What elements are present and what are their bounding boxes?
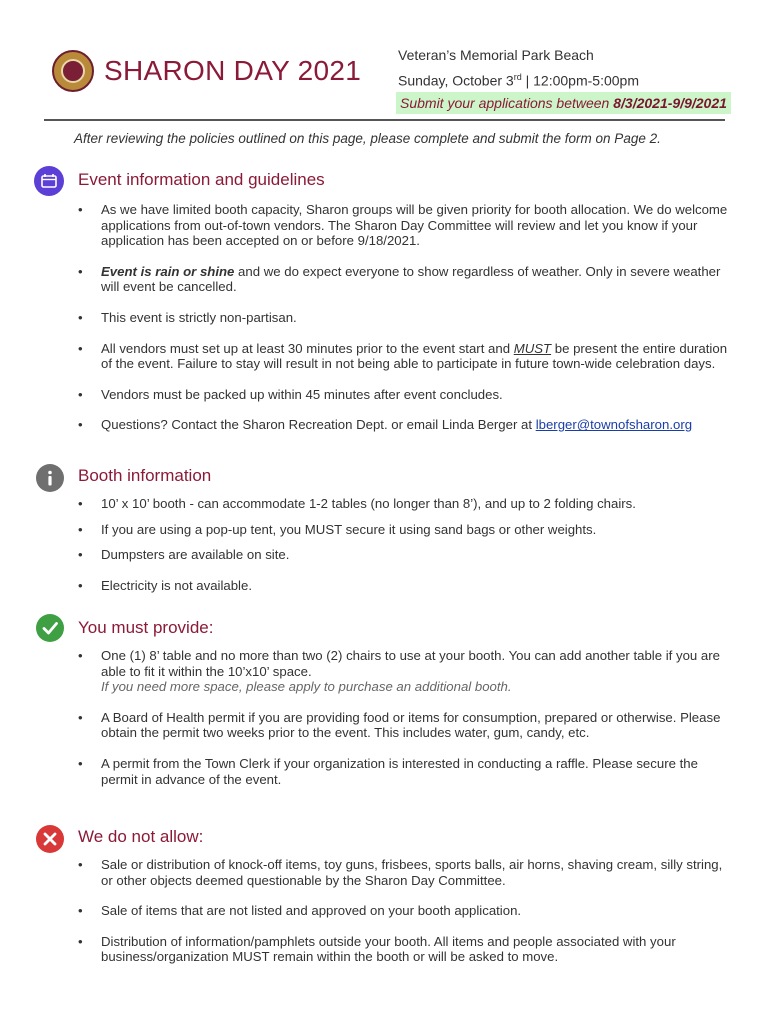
- list-item: • A permit from the Town Clerk if your organization is interested in conducting a raffle. Please secure the permit in advance of the event.: [78, 756, 734, 787]
- list-item: • As we have limited booth capacity, Sharon groups will be given priority for booth allocation. We do welcome applications from out-of-town vendors. The Sharon Day Committee will review and let you know if your application has been accepted on or before 9/18/2021.: [78, 202, 734, 249]
- list-item: • All vendors must set up at least 30 minutes prior to the event start and MUST be present the entire duration of the event. Failure to stay will result in not being able to participate in future town-wide celebration days.: [78, 341, 734, 372]
- list-item: • This event is strictly non-partisan.: [78, 310, 734, 326]
- list-item: • Questions? Contact the Sharon Recreation Dept. or email Linda Berger at lberger@townofsharon.org: [78, 417, 734, 433]
- page-header: [0, 0, 770, 120]
- cross-icon: [36, 825, 64, 853]
- list-item: • Electricity is not available.: [78, 578, 734, 594]
- list-item: • 10’ x 10’ booth - can accommodate 1-2 tables (no longer than 8’), and up to 2 folding chairs.: [78, 496, 734, 512]
- list-item: • A Board of Health permit if you are providing food or items for consumption, prepared or otherwise. Please obtain the permit two weeks prior to the event. This includes water, gum, candy, etc.: [78, 710, 734, 741]
- list-item: • Dumpsters are available on site.: [78, 547, 734, 563]
- section-title-disallow: We do not allow:: [78, 827, 204, 846]
- list-item: • Sale or distribution of knock-off items, toy guns, frisbees, sports balls, air horns, shaving cream, silly string, or other objects deemed questionable by the Sharon Day Committee.: [78, 857, 734, 888]
- provide-list: [78, 648, 734, 787]
- event-details: [398, 44, 731, 114]
- list-item: • If you are using a pop-up tent, you MUST secure it using sand bags or other weights.: [78, 522, 734, 538]
- header-divider: [44, 119, 725, 121]
- disallow-list: [78, 857, 734, 965]
- section-title-booth: Booth information: [78, 466, 212, 485]
- list-item: • Sale of items that are not listed and approved on your booth application.: [78, 903, 734, 919]
- check-icon: [36, 614, 64, 642]
- event-guidelines-list: [78, 202, 734, 433]
- submission-window: Submit your applications between 8/3/2021-9/9/2021: [396, 92, 731, 114]
- section-title-provide: You must provide:: [78, 618, 214, 637]
- list-item: • One (1) 8’ table and no more than two (2) chairs to use at your booth. You can add another table if you are able to fit it within the 10’x10’ space. If you need more space, please apply to purchase an additional booth.: [78, 648, 734, 695]
- list-item: • Event is rain or shine and we do expect everyone to show regardless of weather. Only in severe weather will event be cancelled.: [78, 264, 734, 295]
- event-venue: Veteran’s Memorial Park Beach: [398, 47, 594, 63]
- instructions-note: After reviewing the policies outlined on this page, please complete and submit the form on Page 2.: [74, 131, 661, 146]
- contact-email-link[interactable]: lberger@townofsharon.org: [535, 417, 693, 433]
- additional-booth-note: If you need more space, please apply to purchase an additional booth.: [101, 679, 512, 695]
- event-date: Sunday, October 3rd | 12:00pm-5:00pm: [398, 72, 639, 89]
- section-title-event: Event information and guidelines: [78, 170, 325, 189]
- calendar-icon: [34, 166, 64, 196]
- town-seal-logo: [52, 50, 94, 92]
- info-icon: [36, 464, 64, 492]
- event-title: SHARON DAY 2021: [104, 55, 362, 86]
- list-item: • Distribution of information/pamphlets outside your booth. All items and people associated with your business/organization MUST remain within the booth or will be asked to move.: [78, 934, 734, 965]
- booth-info-list: [78, 496, 734, 593]
- list-item: • Vendors must be packed up within 45 minutes after event concludes.: [78, 387, 734, 403]
